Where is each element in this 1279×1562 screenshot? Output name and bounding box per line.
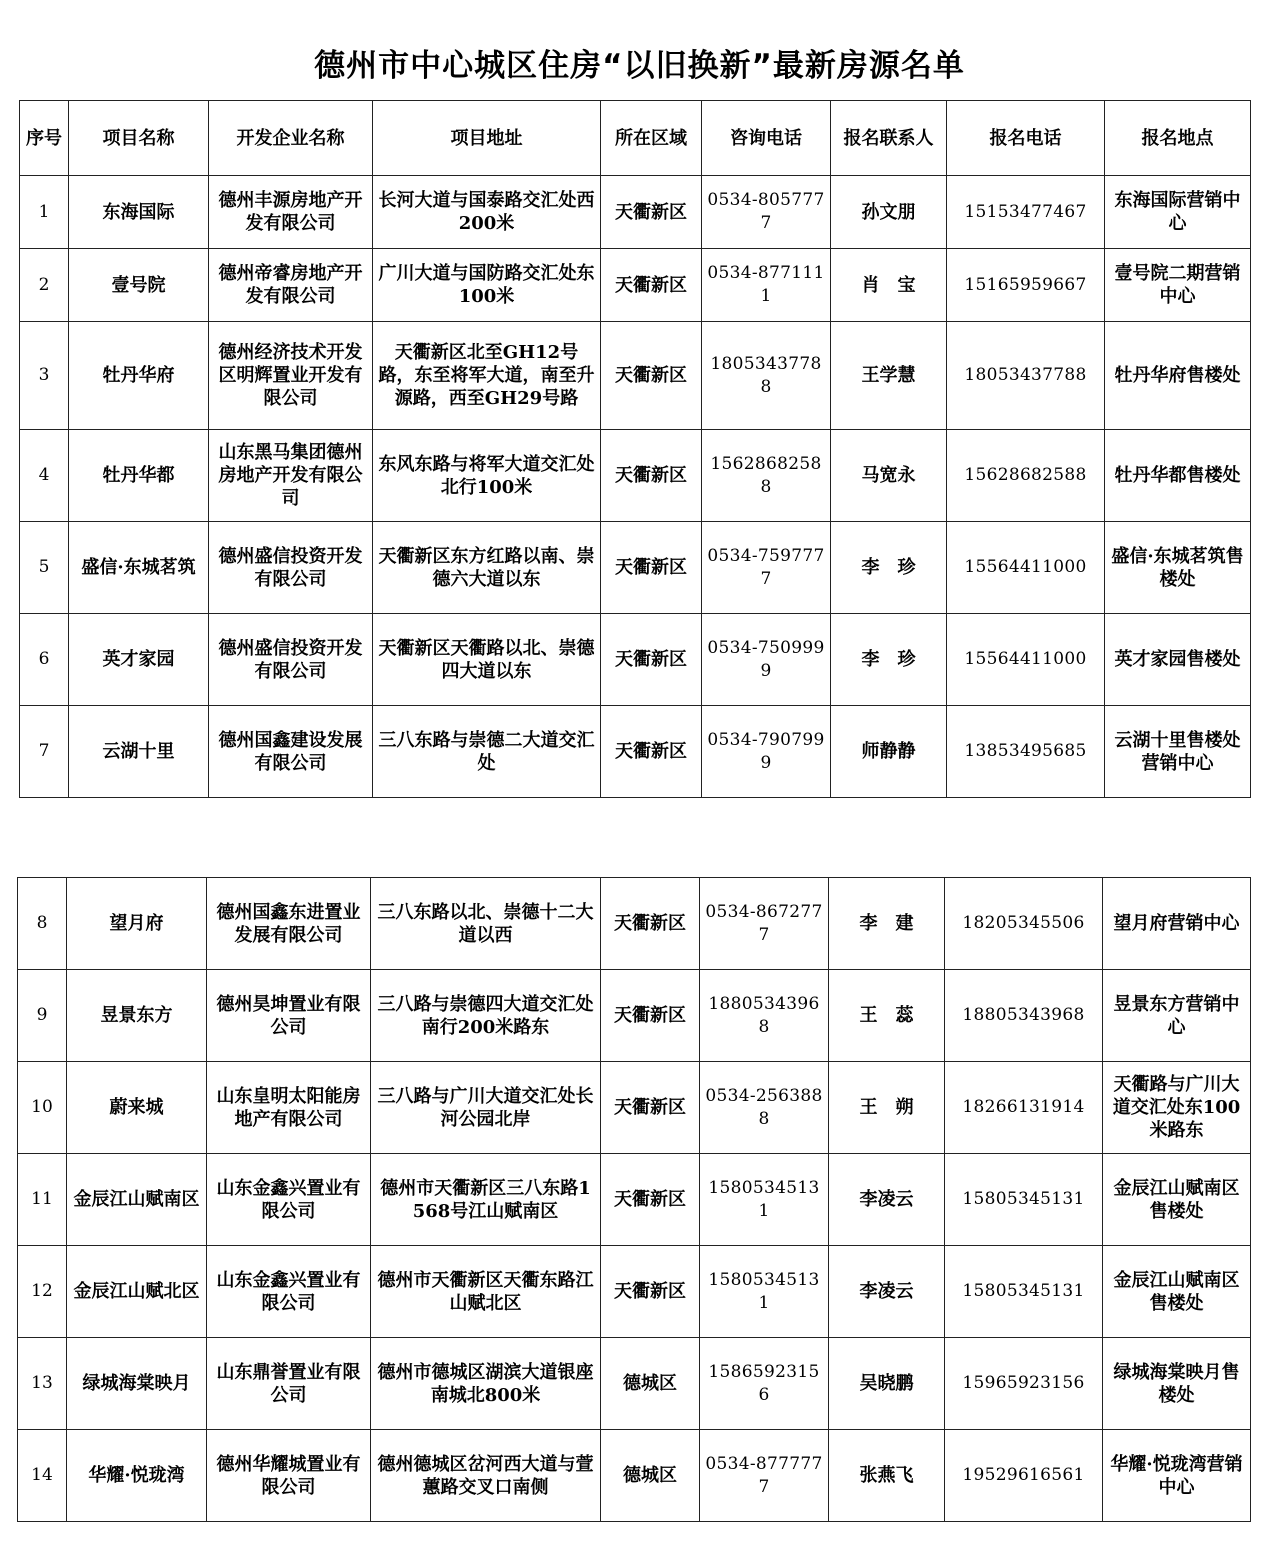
cell-index: 1 (20, 176, 69, 249)
cell-district: 天衢新区 (601, 430, 702, 522)
table-row (18, 970, 1251, 1062)
cell-contact: 马宽永 (831, 430, 947, 522)
cell-project-name: 望月府 (67, 878, 207, 970)
cell-address: 天衢新区东方红路以南、崇德六大道以东 (373, 522, 601, 614)
cell-inquiry-phone: 0534-8777777 (700, 1430, 829, 1522)
table-row (20, 706, 1251, 798)
cell-inquiry-phone: 0534-7597777 (702, 522, 831, 614)
table-row (20, 430, 1251, 522)
cell-contact: 张燕飞 (829, 1430, 945, 1522)
cell-inquiry-phone: 0534-7509999 (702, 614, 831, 706)
cell-address: 东风东路与将军大道交汇处北行100米 (373, 430, 601, 522)
cell-developer: 德州帝睿房地产开发有限公司 (209, 249, 373, 322)
cell-index: 12 (18, 1246, 67, 1338)
cell-district: 天衢新区 (601, 1062, 700, 1154)
cell-inquiry-phone: 15805345131 (700, 1154, 829, 1246)
cell-index: 2 (20, 249, 69, 322)
cell-contact: 肖 宝 (831, 249, 947, 322)
cell-contact: 王 朔 (829, 1062, 945, 1154)
table-row (20, 249, 1251, 322)
table-row (20, 522, 1251, 614)
cell-district: 天衢新区 (601, 1246, 700, 1338)
table-row (20, 322, 1251, 430)
cell-signup-location: 牡丹华都售楼处 (1105, 430, 1251, 522)
header-inquiry-phone: 咨询电话 (702, 101, 831, 176)
cell-district: 天衢新区 (601, 1154, 700, 1246)
cell-address: 德州市天衢新区三八东路1568号江山赋南区 (371, 1154, 601, 1246)
cell-signup-phone: 18266131914 (945, 1062, 1103, 1154)
header-project-name: 项目名称 (69, 101, 209, 176)
table-row (18, 878, 1251, 970)
cell-developer: 山东金鑫兴置业有限公司 (207, 1154, 371, 1246)
cell-signup-phone: 18805343968 (945, 970, 1103, 1062)
cell-developer: 德州丰源房地产开发有限公司 (209, 176, 373, 249)
cell-address: 德州德城区岔河西大道与萱蕙路交叉口南侧 (371, 1430, 601, 1522)
cell-signup-phone: 15628682588 (947, 430, 1105, 522)
cell-contact: 师静静 (831, 706, 947, 798)
cell-project-name: 绿城海棠映月 (67, 1338, 207, 1430)
cell-contact: 王 蕊 (829, 970, 945, 1062)
cell-contact: 李 珍 (831, 522, 947, 614)
cell-project-name: 蔚来城 (67, 1062, 207, 1154)
cell-project-name: 牡丹华府 (69, 322, 209, 430)
cell-signup-phone: 19529616561 (945, 1430, 1103, 1522)
cell-project-name: 金辰江山赋北区 (67, 1246, 207, 1338)
cell-inquiry-phone: 0534-8771111 (702, 249, 831, 322)
cell-address: 三八东路以北、崇德十二大道以西 (371, 878, 601, 970)
cell-developer: 德州盛信投资开发有限公司 (209, 614, 373, 706)
cell-developer: 德州昊坤置业有限公司 (207, 970, 371, 1062)
cell-signup-location: 望月府营销中心 (1103, 878, 1251, 970)
cell-signup-location: 金辰江山赋南区售楼处 (1103, 1154, 1251, 1246)
document-title: 德州市中心城区住房“以旧换新”最新房源名单 (314, 48, 965, 84)
housing-table-part-2 (17, 877, 1251, 1522)
cell-district: 德城区 (601, 1338, 700, 1430)
cell-signup-location: 云湖十里售楼处营销中心 (1105, 706, 1251, 798)
cell-project-name: 英才家园 (69, 614, 209, 706)
cell-project-name: 华耀·悦珑湾 (67, 1430, 207, 1522)
table-row (18, 1062, 1251, 1154)
cell-signup-phone: 15153477467 (947, 176, 1105, 249)
cell-developer: 德州国鑫东进置业发展有限公司 (207, 878, 371, 970)
table-row (18, 1338, 1251, 1430)
cell-district: 天衢新区 (601, 614, 702, 706)
cell-district: 天衢新区 (601, 970, 700, 1062)
cell-inquiry-phone: 0534-8672777 (700, 878, 829, 970)
cell-developer: 山东皇明太阳能房地产有限公司 (207, 1062, 371, 1154)
cell-developer: 德州经济技术开发区明辉置业开发有限公司 (209, 322, 373, 430)
table-row (20, 176, 1251, 249)
cell-inquiry-phone: 15628682588 (702, 430, 831, 522)
cell-contact: 李 建 (829, 878, 945, 970)
cell-inquiry-phone: 18805343968 (700, 970, 829, 1062)
cell-index: 5 (20, 522, 69, 614)
cell-address: 广川大道与国防路交汇处东100米 (373, 249, 601, 322)
cell-signup-location: 盛信·东城茗筑售楼处 (1105, 522, 1251, 614)
cell-signup-phone: 15805345131 (945, 1154, 1103, 1246)
cell-signup-location: 绿城海棠映月售楼处 (1103, 1338, 1251, 1430)
cell-signup-location: 东海国际营销中心 (1105, 176, 1251, 249)
cell-project-name: 昱景东方 (67, 970, 207, 1062)
table-row (18, 1154, 1251, 1246)
header-signup-location: 报名地点 (1105, 101, 1251, 176)
cell-address: 三八路与崇德四大道交汇处南行200米路东 (371, 970, 601, 1062)
cell-developer: 德州盛信投资开发有限公司 (209, 522, 373, 614)
cell-contact: 王学慧 (831, 322, 947, 430)
cell-address: 长河大道与国泰路交汇处西200米 (373, 176, 601, 249)
cell-inquiry-phone: 15805345131 (700, 1246, 829, 1338)
cell-developer: 山东金鑫兴置业有限公司 (207, 1246, 371, 1338)
cell-contact: 吴晓鹏 (829, 1338, 945, 1430)
cell-developer: 山东黑马集团德州房地产开发有限公司 (209, 430, 373, 522)
cell-district: 天衢新区 (601, 176, 702, 249)
header-signup-phone: 报名电话 (947, 101, 1105, 176)
cell-address: 三八东路与崇德二大道交汇处 (373, 706, 601, 798)
cell-index: 14 (18, 1430, 67, 1522)
cell-index: 9 (18, 970, 67, 1062)
cell-signup-location: 天衢路与广川大道交汇处东100米路东 (1103, 1062, 1251, 1154)
cell-address: 天衢新区北至GH12号路，东至将军大道，南至升源路，西至GH29号路 (373, 322, 601, 430)
cell-project-name: 东海国际 (69, 176, 209, 249)
cell-project-name: 壹号院 (69, 249, 209, 322)
table-header-row (20, 101, 1251, 176)
header-district: 所在区域 (601, 101, 702, 176)
cell-inquiry-phone: 18053437788 (702, 322, 831, 430)
cell-signup-phone: 18053437788 (947, 322, 1105, 430)
cell-index: 10 (18, 1062, 67, 1154)
cell-index: 8 (18, 878, 67, 970)
header-developer: 开发企业名称 (209, 101, 373, 176)
cell-index: 13 (18, 1338, 67, 1430)
cell-contact: 李凌云 (829, 1154, 945, 1246)
cell-address: 天衢新区天衢路以北、崇德四大道以东 (373, 614, 601, 706)
cell-inquiry-phone: 0534-8057777 (702, 176, 831, 249)
table-row (18, 1246, 1251, 1338)
cell-developer: 德州华耀城置业有限公司 (207, 1430, 371, 1522)
cell-address: 三八路与广川大道交汇处长河公园北岸 (371, 1062, 601, 1154)
cell-signup-phone: 15165959667 (947, 249, 1105, 322)
cell-district: 天衢新区 (601, 322, 702, 430)
cell-inquiry-phone: 15865923156 (700, 1338, 829, 1430)
cell-contact: 李凌云 (829, 1246, 945, 1338)
cell-index: 4 (20, 430, 69, 522)
cell-district: 天衢新区 (601, 706, 702, 798)
cell-signup-location: 壹号院二期营销中心 (1105, 249, 1251, 322)
cell-signup-location: 昱景东方营销中心 (1103, 970, 1251, 1062)
cell-signup-location: 英才家园售楼处 (1105, 614, 1251, 706)
cell-project-name: 金辰江山赋南区 (67, 1154, 207, 1246)
housing-table-part-1 (19, 100, 1251, 798)
header-address: 项目地址 (373, 101, 601, 176)
cell-district: 天衢新区 (601, 878, 700, 970)
cell-developer: 山东鼎誉置业有限公司 (207, 1338, 371, 1430)
cell-index: 6 (20, 614, 69, 706)
cell-contact: 孙文朋 (831, 176, 947, 249)
cell-district: 天衢新区 (601, 522, 702, 614)
cell-index: 3 (20, 322, 69, 430)
cell-signup-phone: 15564411000 (947, 522, 1105, 614)
cell-inquiry-phone: 0534-2563888 (700, 1062, 829, 1154)
cell-address: 德州市天衢新区天衢东路江山赋北区 (371, 1246, 601, 1338)
table-row (20, 614, 1251, 706)
cell-signup-phone: 15564411000 (947, 614, 1105, 706)
cell-signup-phone: 15805345131 (945, 1246, 1103, 1338)
cell-district: 天衢新区 (601, 249, 702, 322)
header-contact: 报名联系人 (831, 101, 947, 176)
cell-index: 7 (20, 706, 69, 798)
cell-inquiry-phone: 0534-7907999 (702, 706, 831, 798)
cell-project-name: 牡丹华都 (69, 430, 209, 522)
cell-signup-phone: 15965923156 (945, 1338, 1103, 1430)
cell-index: 11 (18, 1154, 67, 1246)
cell-district: 德城区 (601, 1430, 700, 1522)
cell-signup-phone: 13853495685 (947, 706, 1105, 798)
cell-project-name: 盛信·东城茗筑 (69, 522, 209, 614)
table-row (18, 1430, 1251, 1522)
cell-signup-location: 华耀·悦珑湾营销中心 (1103, 1430, 1251, 1522)
cell-signup-location: 牡丹华府售楼处 (1105, 322, 1251, 430)
cell-developer: 德州国鑫建设发展有限公司 (209, 706, 373, 798)
cell-project-name: 云湖十里 (69, 706, 209, 798)
cell-signup-location: 金辰江山赋南区售楼处 (1103, 1246, 1251, 1338)
cell-contact: 李 珍 (831, 614, 947, 706)
cell-signup-phone: 18205345506 (945, 878, 1103, 970)
cell-address: 德州市德城区湖滨大道银座南城北800米 (371, 1338, 601, 1430)
header-index: 序号 (20, 101, 69, 176)
